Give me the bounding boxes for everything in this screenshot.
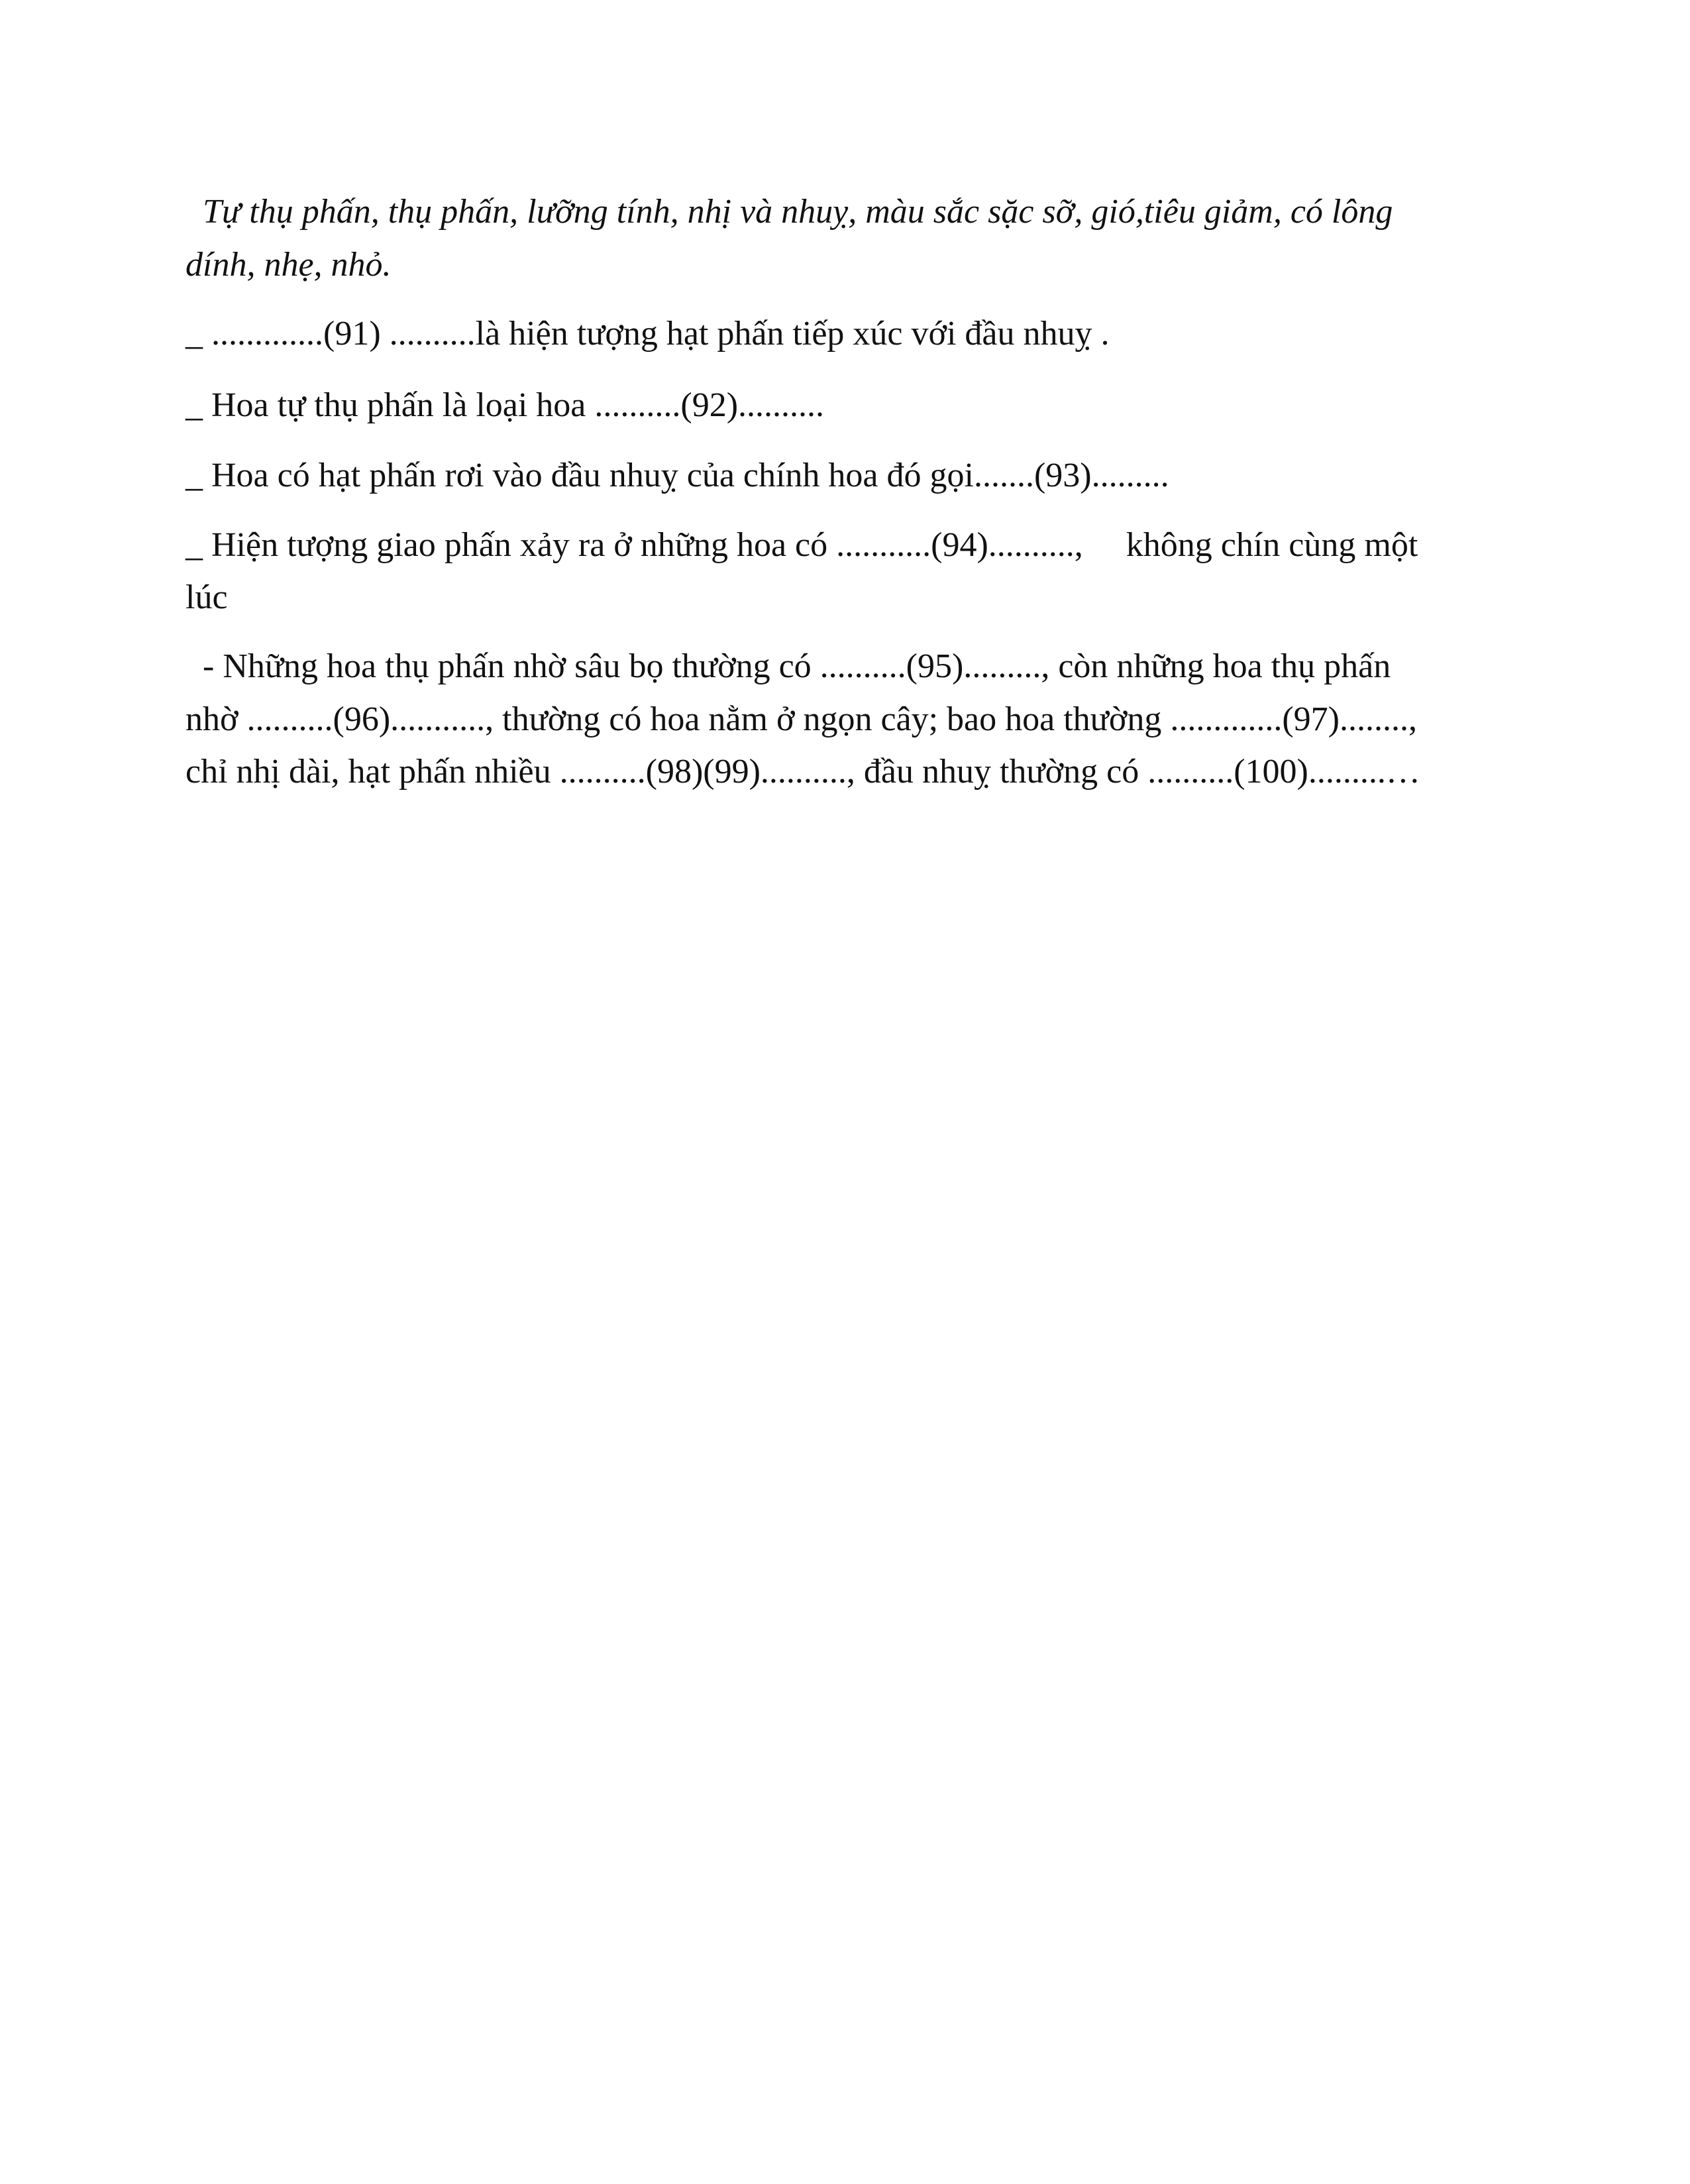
question-92: _ Hoa tự thụ phấn là loại hoa ..........(92).......... [185, 386, 825, 424]
question-95-line-3: chỉ nhị dài, hạt phấn nhiều ..........(98)(99).........., đầu nhuỵ thường có ..........(100).........… [185, 753, 1420, 791]
question-95-line-2: nhờ ..........(96)..........., thường có hoa nằm ở ngọn cây; bao hoa thường .............(97)........, [185, 700, 1417, 738]
word-bank-line-2: dính, nhẹ, nhỏ. [185, 246, 392, 284]
question-93: _ Hoa có hạt phấn rơi vào đầu nhuỵ của chính hoa đó gọi.......(93)......... [185, 457, 1169, 494]
question-91: _ .............(91) ..........là hiện tượng hạt phấn tiếp xúc với đầu nhuỵ . [185, 315, 1110, 353]
question-95-line-1: - Những hoa thụ phấn nhờ sâu bọ thường có ..........(95)........., còn những hoa thụ phấn [203, 647, 1391, 685]
word-bank-line-1: Tự thụ phấn, thụ phấn, lưỡng tính, nhị và nhuỵ, màu sắc sặc sỡ, gió,tiêu giảm, có lông [203, 193, 1393, 231]
question-94-continued: lúc [185, 578, 228, 616]
question-94: _ Hiện tượng giao phấn xảy ra ở những hoa có ...........(94).........., không chín cùng một [185, 526, 1418, 564]
